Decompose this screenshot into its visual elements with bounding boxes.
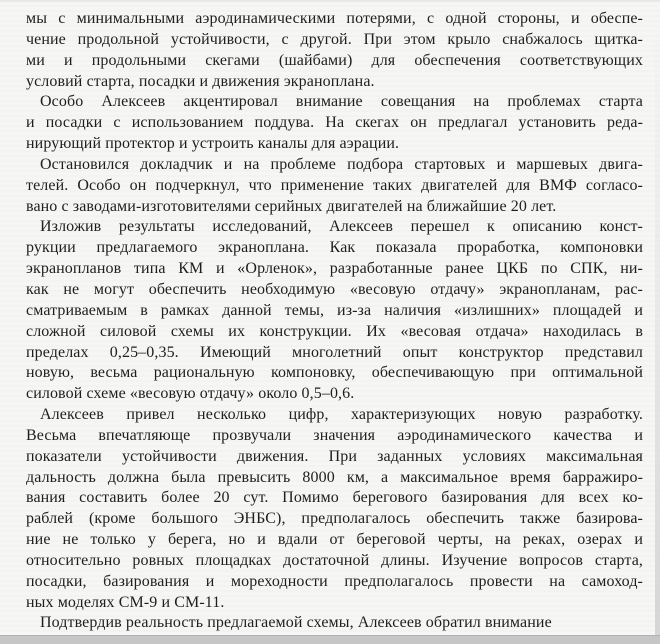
scan-edge-bottom — [0, 635, 660, 644]
text-line: Подтвердив реальность предлагаемой схемы, Алексеев обратил внимание — [40, 614, 552, 632]
text-line: Изложив результаты исследований, Алексеев перешел к описанию конст- — [40, 218, 643, 236]
text-line: как не могут обеспечить необходимую «весовую отдачу» экранопланам, рас- — [26, 280, 643, 298]
text-line: вания составить более 20 сут. Помимо берегового базирования для всех ко- — [26, 489, 643, 507]
paragraph-5 — [26, 405, 643, 613]
scan-edge-right — [655, 0, 660, 644]
text-line: ние не только у берега, но и вдали от береговой черты, на реках, озерах и — [26, 531, 643, 549]
text-line: телей. Особо он подчеркнул, что применение таких двигателей для ВМФ согласо- — [26, 176, 643, 194]
text-line: посадки, базирования и мореходности предполагалось провести на самоход- — [26, 572, 643, 590]
text-line: Весьма впечатляюще прозвучали значения аэродинамического качества и — [26, 426, 643, 444]
text-line: относительно ровных площадках достаточной длины. Изучение вопросов старта, — [26, 551, 643, 569]
paragraph-1 — [26, 9, 643, 92]
text-line: нирующий протектор и устроить каналы для аэрации. — [26, 135, 400, 153]
text-line: ных моделях СМ-9 и СМ-11. — [26, 593, 225, 611]
text-line: Алексеев привел несколько цифр, характеризующих новую разработку. — [40, 406, 643, 424]
paragraph-4 — [26, 217, 643, 405]
paragraph-3 — [26, 155, 643, 218]
text-line: пределах 0,25–0,35. Имеющий многолетний опыт конструктор представил — [26, 343, 643, 361]
text-line: новую, весьма рациональную компоновку, обеспечивающую при оптимальной — [26, 364, 643, 382]
text-line: и посадки с использованием поддува. На скегах он предлагал установить реда- — [26, 114, 643, 132]
text-line: дальность должна была превысить 8000 км, а максимальное время барражиро- — [26, 468, 643, 486]
text-line: раблей (кроме большого ЭНБС), предполагалось обеспечить также базирова- — [26, 510, 643, 528]
text-line: показатели устойчивости движения. При заданных условиях максимальная — [26, 447, 643, 465]
paragraph-2 — [26, 92, 643, 155]
paragraph-6 — [26, 613, 643, 634]
text-line: мы с минимальными аэродинамическими потерями, с одной стороны, и обеспе- — [26, 10, 643, 27]
text-line: чение продольной устойчивости, с другой. При этом крыло снабжалось щитка- — [26, 30, 643, 48]
text-line: Остановился докладчик и на проблеме подбора стартовых и маршевых двига- — [40, 155, 643, 173]
text-line: сложной силовой схемы их конструкции. Их «весовая отдача» находилась в — [26, 322, 643, 340]
text-line: рукции предлагаемого экраноплана. Как показала проработка, компоновки — [26, 239, 643, 257]
page-text-block — [26, 9, 643, 634]
text-line: экранопланов типа КМ и «Орленок», разработанные ранее ЦКБ по СПК, ни- — [26, 260, 643, 278]
text-line: силовой схеме «весовую отдачу» около 0,5–0,6. — [26, 385, 355, 403]
text-line: сматриваемым в рамках данной темы, из-за наличия «излишних» площадей и — [26, 301, 643, 319]
scan-edge-top — [0, 0, 660, 2]
text-line: ми и продольными скегами (шайбами) для обеспечения соответствующих — [26, 51, 643, 69]
text-line: вано с заводами-изготовителями серийных двигателей на ближайшие 20 лет. — [26, 197, 557, 215]
text-line: условий старта, посадки и движения экраноплана. — [26, 72, 375, 90]
text-line: Особо Алексеев акцентировал внимание совещания на проблемах старта — [40, 93, 643, 111]
